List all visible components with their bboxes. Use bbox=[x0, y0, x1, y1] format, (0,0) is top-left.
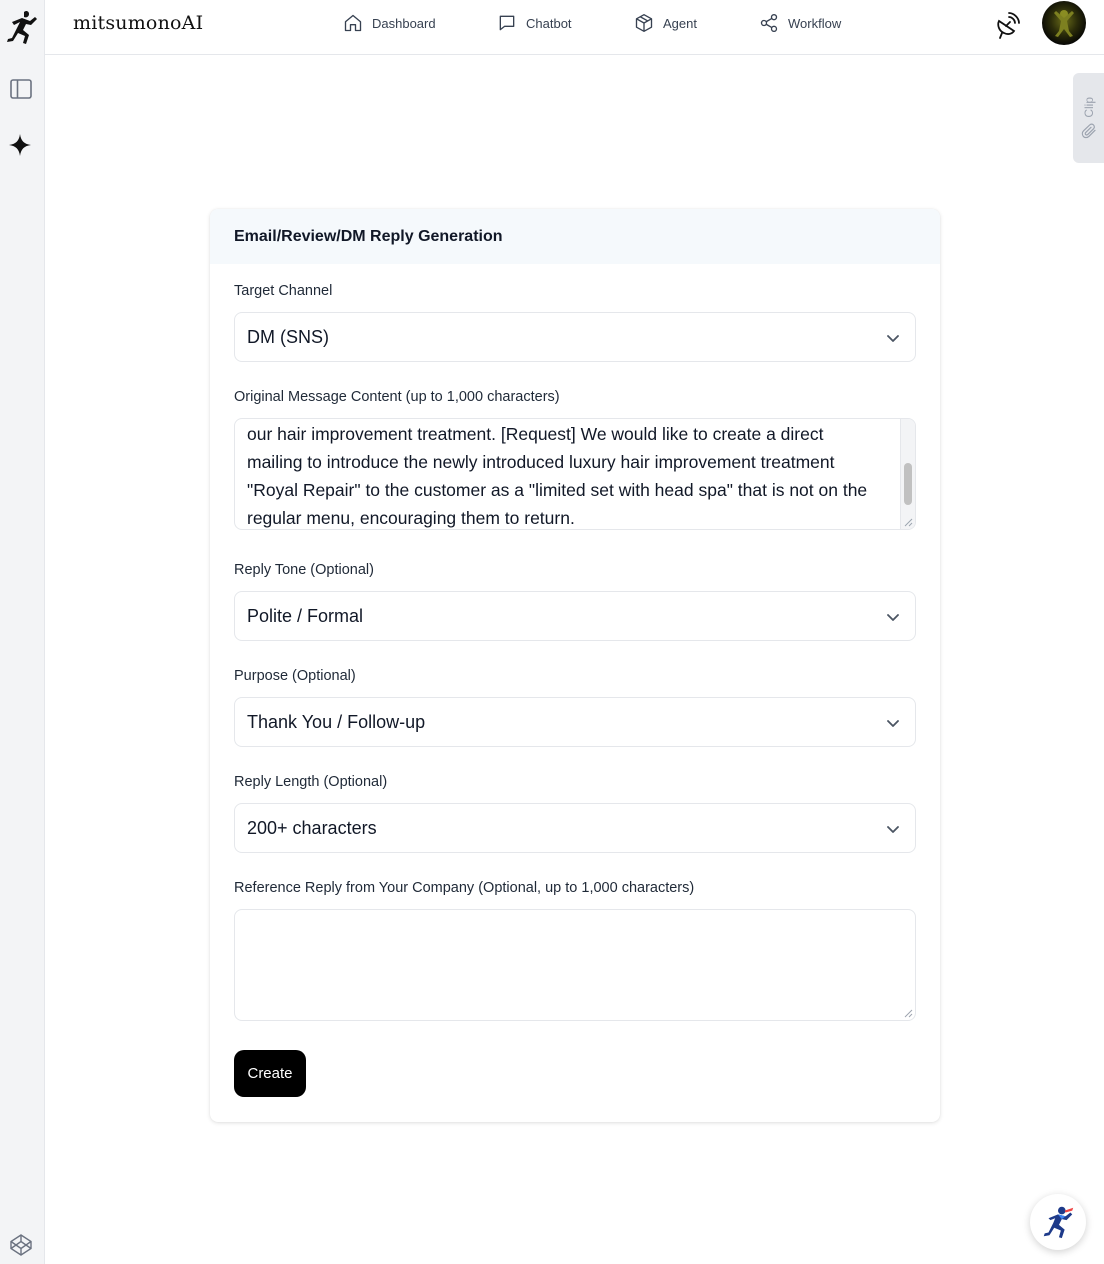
top-header bbox=[45, 0, 1104, 55]
target-channel-value: DM (SNS) bbox=[247, 326, 329, 347]
nav-label: Chatbot bbox=[526, 15, 572, 31]
share-nodes-icon bbox=[759, 13, 779, 33]
runner-logo-icon[interactable] bbox=[4, 8, 40, 48]
reply-length-select[interactable] bbox=[234, 803, 916, 853]
nav-label: Workflow bbox=[788, 15, 842, 31]
nav-label: Agent bbox=[663, 15, 697, 31]
chat-bubble-icon bbox=[497, 13, 517, 33]
sidebar-toggle-icon[interactable] bbox=[9, 77, 33, 101]
satellite-dish-icon[interactable] bbox=[991, 11, 1021, 41]
target-channel-select[interactable] bbox=[234, 312, 916, 362]
reply-length-value: 200+ characters bbox=[247, 817, 377, 838]
chevron-down-icon bbox=[885, 821, 901, 837]
original-message-text: our hair improvement treatment. [Request] We would like to create a direct mailing to introduce the newly introduced luxury hair improvement treatment "Royal Repair" to the customer as a "limited set with head spa" that is not on the regular menu, encouraging them to return. bbox=[247, 424, 868, 528]
nav-agent[interactable] bbox=[634, 12, 697, 34]
nav-workflow[interactable] bbox=[759, 12, 841, 34]
clip-label: Clip bbox=[1081, 96, 1096, 118]
reference-reply-label: Reference Reply from Your Company (Optional, up to 1,000 characters) bbox=[234, 880, 695, 896]
resize-handle-icon[interactable] bbox=[903, 1008, 913, 1018]
runner-mascot-icon bbox=[1039, 1203, 1077, 1241]
nav-dashboard[interactable] bbox=[343, 12, 436, 34]
purpose-select[interactable] bbox=[234, 697, 916, 747]
home-icon bbox=[343, 13, 363, 33]
purpose-value: Thank You / Follow-up bbox=[247, 711, 426, 732]
card-title: Email/Review/DM Reply Generation bbox=[234, 228, 503, 245]
reply-tone-label: Reply Tone (Optional) bbox=[234, 562, 374, 578]
reply-tone-select[interactable] bbox=[234, 591, 916, 641]
brand-name[interactable]: mitsumonoAI bbox=[73, 12, 204, 34]
chevron-down-icon bbox=[885, 715, 901, 731]
avatar-figure-icon bbox=[1042, 1, 1086, 45]
reply-generation-card bbox=[210, 209, 940, 1122]
paperclip-icon bbox=[1081, 123, 1097, 139]
left-rail bbox=[0, 0, 45, 1264]
resize-handle-icon[interactable] bbox=[903, 517, 913, 527]
clip-side-tab[interactable] bbox=[1073, 73, 1104, 163]
reference-reply-textarea[interactable] bbox=[234, 909, 916, 1021]
target-channel-label: Target Channel bbox=[234, 283, 333, 299]
chevron-down-icon bbox=[885, 330, 901, 346]
reply-tone-value: Polite / Formal bbox=[247, 605, 364, 626]
reply-length-label: Reply Length (Optional) bbox=[234, 774, 388, 790]
sparkle-icon[interactable] bbox=[8, 133, 32, 157]
chevron-down-icon bbox=[885, 609, 901, 625]
codepen-cube-icon[interactable] bbox=[9, 1233, 33, 1257]
create-button[interactable]: Create bbox=[234, 1050, 306, 1097]
nav-label: Dashboard bbox=[372, 15, 436, 31]
original-message-textarea[interactable] bbox=[234, 418, 916, 530]
purpose-label: Purpose (Optional) bbox=[234, 668, 356, 684]
nav-chatbot[interactable] bbox=[497, 12, 572, 34]
textarea-scrollbar[interactable] bbox=[900, 419, 915, 529]
user-avatar[interactable] bbox=[1042, 1, 1086, 45]
cube-icon bbox=[634, 13, 654, 33]
scrollbar-thumb[interactable] bbox=[904, 463, 912, 505]
card-header bbox=[210, 209, 940, 264]
original-message-label: Original Message Content (up to 1,000 characters) bbox=[234, 389, 560, 405]
assistant-fab[interactable] bbox=[1030, 1194, 1086, 1250]
